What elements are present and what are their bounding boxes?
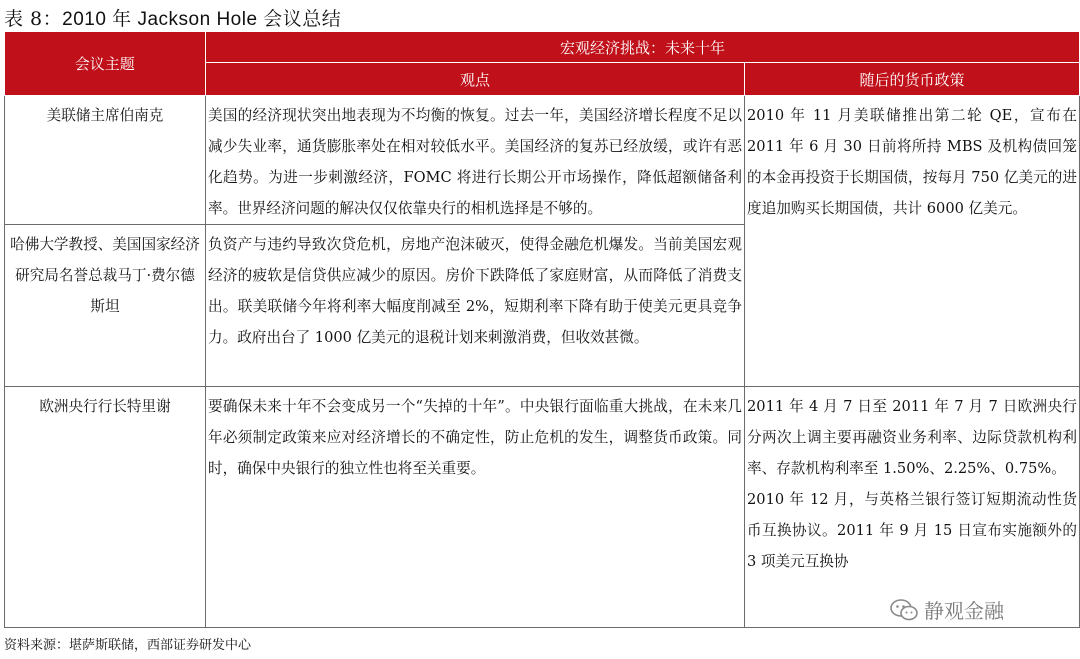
header-group: 宏观经济挑战：未来十年 [206,32,1080,63]
summary-table [4,31,1080,628]
row-topic: 欧洲央行行长特里谢 [5,387,206,628]
row-view: 美国的经济现状突出地表现为不均衡的恢复。过去一年，美国经济增长程度不足以减少失业率，通货膨胀率处在相对较低水平。美国经济的复苏已经放缓，或许有恶化趋势。为进一步刺激经济，FOMC 将进行长期公开市场操作，降低超额储备利率。世界经济问题的解决仅仅依靠央行的相机选择是不够的。 [206,96,745,225]
table-title-text: 2010 年 Jackson Hole 会议总结 [62,9,342,30]
header-topic: 会议主题 [5,32,206,96]
row-topic: 美联储主席伯南克 [5,96,206,225]
policy-cell [745,387,1080,628]
watermark-text: 静观金融 [924,599,1004,623]
row-topic: 哈佛大学教授、美国国家经济研究局名誉总裁马丁·费尔德斯坦 [5,225,206,387]
table-title [4,4,341,31]
wechat-icon [890,599,918,621]
table-row [5,387,1080,628]
header-policy: 随后的货币政策 [745,63,1080,96]
watermark [890,595,1004,624]
policy-paragraph: 2010 年 12 月，与英格兰银行签订短期流动性货币互换协议。2011 年 9 月 15 日宣布实施额外的 3 项美元互换协 [747,491,1078,570]
source-note: 资料来源：堪萨斯联储，西部证券研发中心 [4,638,252,653]
table-title-prefix: 表 8： [4,8,63,30]
row-view: 要确保未来十年不会变成另一个“失掉的十年”。中央银行面临重大挑战，在未来几年必须制定政策来应对经济增长的不确定性，防止危机的发生，调整货币政策。同时，确保中央银行的独立性也将至关重要。 [206,387,745,628]
policy-cell: 2010 年 11 月美联储推出第二轮 QE，宣布在 2011 年 6 月 30 日前将所持 MBS 及机构债回笼的本金再投资于长期国债，按每月 750 亿美元的进度追加购买长期国债，共计 6000 亿美元。 [745,96,1080,387]
header-view: 观点 [206,63,745,96]
policy-paragraph: 2011 年 4 月 7 日至 2011 年 7 月 7 日欧洲央行分两次上调主要再融资业务利率、边际贷款机构利率、存款机构利率至 1.50%、2.25%、0.75%。 [747,398,1078,477]
table-row [5,96,1080,225]
row-view: 负资产与违约导致次贷危机，房地产泡沫破灭，使得金融危机爆发。当前美国宏观经济的疲软是信贷供应减少的原因。房价下跌降低了家庭财富，从而降低了消费支出。联美联储今年将利率大幅度削减至 2%，短期利率下降有助于使美元更具竞争力。政府出台了 1000 亿美元的退税计划来刺激消费，但收效甚微。 [206,225,745,387]
